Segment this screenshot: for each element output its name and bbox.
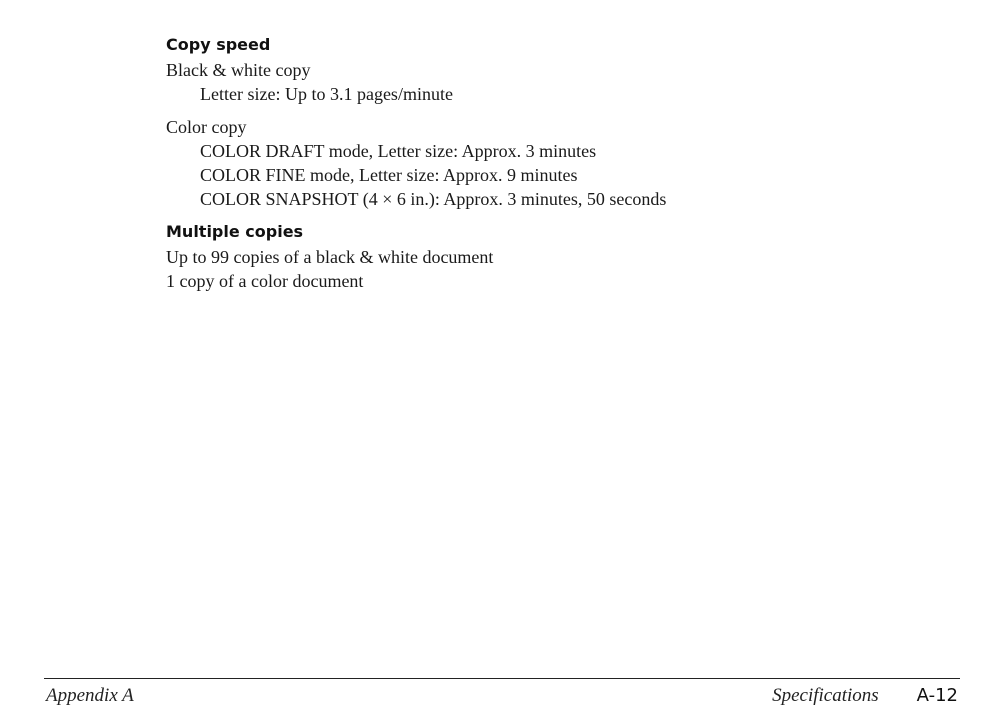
section-heading-copy-speed: Copy speed [166,35,271,54]
footer-right-group [772,684,958,708]
page-number: A-12 [916,685,958,706]
footer-divider [44,678,960,679]
document-body [166,34,866,303]
footer-section-title: Specifications [772,685,879,706]
spec-line: COLOR SNAPSHOT (4 × 6 in.): Approx. 3 minutes, 50 seconds [200,189,667,209]
bw-copy-group [166,58,866,106]
spec-line: 1 copy of a color document [166,271,364,291]
spec-line: COLOR DRAFT mode, Letter size: Approx. 3 minutes [200,141,597,161]
color-copy-group [166,115,866,211]
multiple-copies-section [166,221,866,293]
group-title-bw-copy: Black & white copy [166,60,311,80]
spec-line: COLOR FINE mode, Letter size: Approx. 9 minutes [200,165,578,185]
section-heading-multiple-copies: Multiple copies [166,222,304,241]
group-title-color-copy: Color copy [166,117,247,137]
spec-line: Letter size: Up to 3.1 pages/minute [200,84,453,104]
spec-line: Up to 99 copies of a black & white document [166,247,494,267]
copy-speed-section [166,34,866,211]
footer-appendix-label: Appendix A [46,685,134,706]
